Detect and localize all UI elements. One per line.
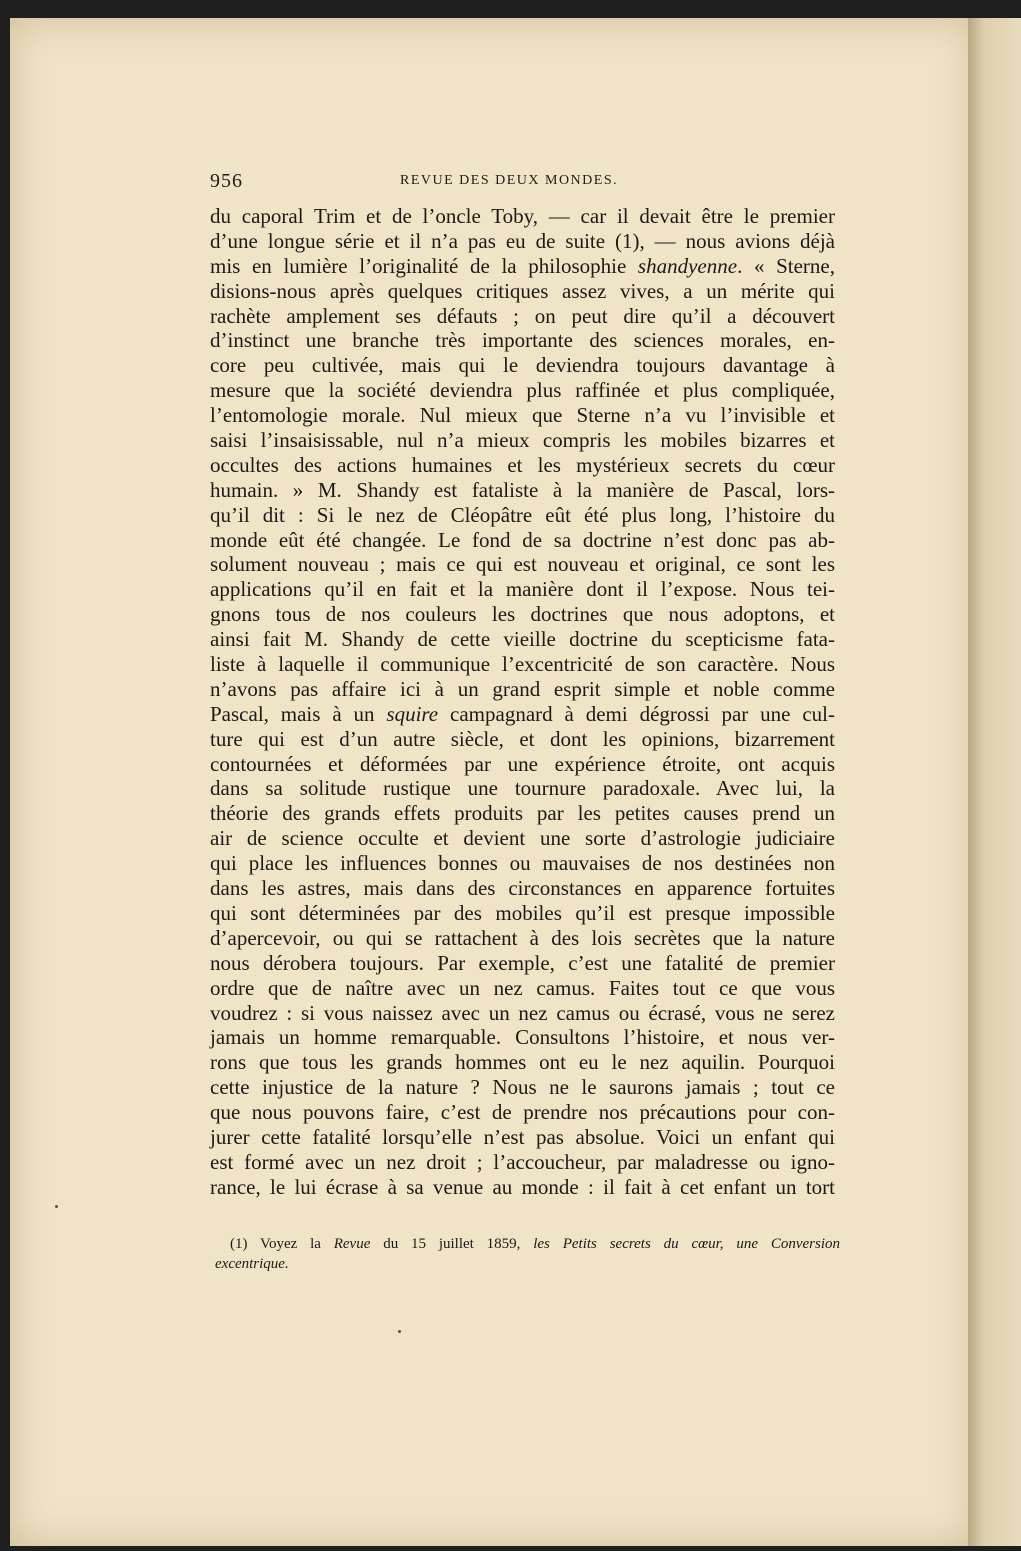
text-line: Pascal, mais à un squire campagnard à demi dégrossi par une cul- bbox=[210, 701, 835, 726]
footnote-line: (1) Voyez la Revue du 15 juillet 1859, les Petits secrets du cœur, une Conversion bbox=[230, 1236, 840, 1252]
text-line: qu’il dit : Si le nez de Cléopâtre eût été plus long, l’histoire du bbox=[210, 502, 835, 527]
text-line: d’instinct une branche très importante des sciences morales, en- bbox=[210, 328, 835, 353]
text-line: gnons tous de nos couleurs les doctrines que nous adoptons, et bbox=[210, 602, 835, 627]
footnote-line: excentrique. bbox=[215, 1256, 289, 1272]
text-line: que nous pouvons faire, c’est de prendre nos précautions pour con- bbox=[210, 1100, 835, 1125]
text-line: humain. » M. Shandy est fataliste à la manière de Pascal, lors- bbox=[210, 477, 835, 502]
running-title: REVUE DES DEUX MONDES. bbox=[400, 173, 619, 188]
page-number: 956 bbox=[210, 170, 243, 192]
text-line: qui sont déterminées par des mobiles qu’il est presque impossible bbox=[210, 900, 835, 925]
text-line: cette injustice de la nature ? Nous ne le saurons jamais ; tout ce bbox=[210, 1075, 835, 1100]
text-line: rachète amplement ses défauts ; on peut dire qu’il a découvert bbox=[210, 303, 835, 328]
text-line: dans les astres, mais dans des circonstances en apparence fortuites bbox=[210, 876, 835, 901]
text-line: voudrez : si vous naissez avec un nez camus ou écrasé, vous ne serez bbox=[210, 1000, 835, 1025]
body-text bbox=[210, 204, 835, 1200]
text-line: solument nouveau ; mais ce qui est nouveau et original, ce sont les bbox=[210, 552, 835, 577]
text-line: occultes des actions humaines et les mystérieux secrets du cœur bbox=[210, 452, 835, 477]
text-line: dans sa solitude rustique une tournure paradoxale. Avec lui, la bbox=[210, 776, 835, 801]
text-line: qui place les influences bonnes ou mauvaises de nos destinées non bbox=[210, 851, 835, 876]
text-line: d’apercevoir, ou qui se rattachent à des lois secrètes que la nature bbox=[210, 925, 835, 950]
ink-speck bbox=[55, 1205, 58, 1208]
text-line: contournées et déformées par une expérience étroite, ont acquis bbox=[210, 751, 835, 776]
text-line: l’entomologie morale. Nul mieux que Sterne n’a vu l’invisible et bbox=[210, 403, 835, 428]
ink-speck bbox=[398, 1330, 401, 1333]
text-line: monde eût été changée. Le fond de sa doctrine n’est donc pas ab- bbox=[210, 527, 835, 552]
footnote bbox=[215, 1234, 840, 1274]
text-line: applications qu’il en fait et la manière dont il l’expose. Nous tei- bbox=[210, 577, 835, 602]
text-line: rons que tous les grands hommes ont eu le nez aquilin. Pourquoi bbox=[210, 1050, 835, 1075]
text-line: jamais un homme remarquable. Consultons l’histoire, et nous ver- bbox=[210, 1025, 835, 1050]
page-header bbox=[210, 170, 835, 192]
text-line: n’avons pas affaire ici à un grand esprit simple et noble comme bbox=[210, 676, 835, 701]
text-line: est formé avec un nez droit ; l’accoucheur, par maladresse ou igno- bbox=[210, 1149, 835, 1174]
next-page-edge bbox=[968, 18, 1021, 1546]
text-line: core peu cultivée, mais qui le deviendra toujours davantage à bbox=[210, 353, 835, 378]
text-line: jurer cette fatalité lorsqu’elle n’est pas absolue. Voici un enfant qui bbox=[210, 1124, 835, 1149]
text-line: saisi l’insaisissable, nul n’a mieux compris les mobiles bizarres et bbox=[210, 428, 835, 453]
text-line: mis en lumière l’originalité de la philosophie shandyenne. « Sterne, bbox=[210, 253, 835, 278]
text-line: d’une longue série et il n’a pas eu de suite (1), — nous avions déjà bbox=[210, 228, 835, 253]
text-line: du caporal Trim et de l’oncle Toby, — car il devait être le premier bbox=[210, 204, 835, 228]
text-line: liste à laquelle il communique l’excentricité de son caractère. Nous bbox=[210, 652, 835, 677]
text-line: théorie des grands effets produits par les petites causes prend un bbox=[210, 801, 835, 826]
text-line: nous dérobera toujours. Par exemple, c’est une fatalité de premier bbox=[210, 950, 835, 975]
text-line: ainsi fait M. Shandy de cette vieille doctrine du scepticisme fata- bbox=[210, 627, 835, 652]
text-line: disions-nous après quelques critiques assez vives, a un mérite qui bbox=[210, 278, 835, 303]
text-line: mesure que la société deviendra plus raffinée et plus compliquée, bbox=[210, 378, 835, 403]
text-line: rance, le lui écrase à sa venue au monde : il fait à cet enfant un tort bbox=[210, 1174, 835, 1199]
text-line: air de science occulte et devient une sorte d’astrologie judiciaire bbox=[210, 826, 835, 851]
text-line: ture qui est d’un autre siècle, et dont les opinions, bizarrement bbox=[210, 726, 835, 751]
text-line: ordre que de naître avec un nez camus. Faites tout ce que vous bbox=[210, 975, 835, 1000]
